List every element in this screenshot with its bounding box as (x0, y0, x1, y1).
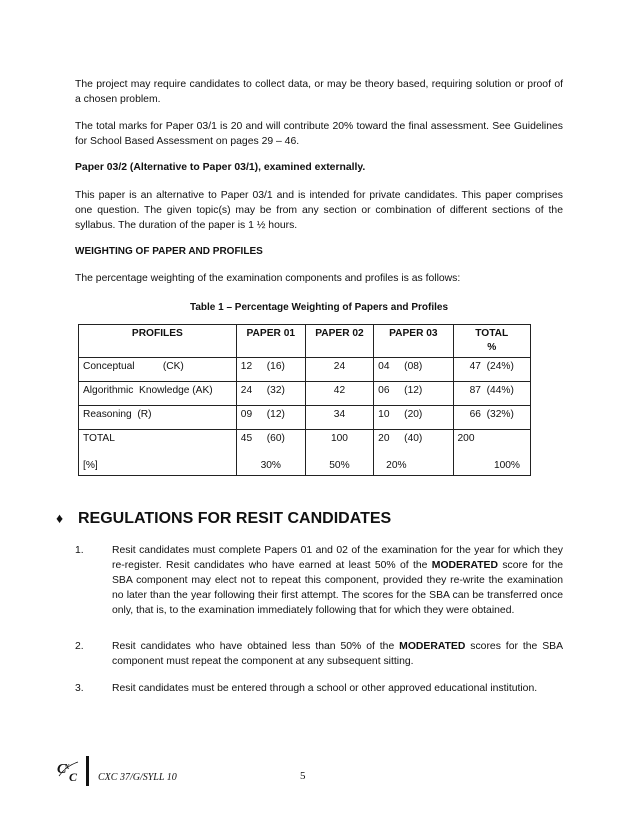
total-paper-01-cell: 45 (60) 30% (236, 430, 305, 476)
list-item-number: 1. (75, 545, 84, 556)
paper-01-cell: 24 (32) (236, 382, 305, 406)
grand-total-cell: 200 100% (453, 430, 531, 476)
section-title: REGULATIONS FOR RESIT CANDIDATES (78, 510, 392, 527)
list-item: Resit candidates must be entered through a school or other approved educational institution. (112, 683, 538, 694)
paper-03-cell: 04 (08) (374, 358, 453, 382)
total-paper-02-cell: 100 50% (305, 430, 373, 476)
profile-cell: Algorithmic Knowledge (AK) (79, 382, 237, 406)
list-item-number: 2. (75, 641, 84, 652)
profile-cell: Conceptual (CK) (79, 358, 237, 382)
paper-01-cell: 12 (16) (236, 358, 305, 382)
header-total (453, 325, 531, 358)
list-item: Resit candidates must complete Papers 01 and 02 of the examination for the year for which they re-register. Resit candidates who have earned at least 50% of the MODERATED score for the SBA component may elect not to repeat this component, provided they re-write the examination no later than the year following their first attempt. The scores for the SBA can be transferred once only, that is, to the examination immediately following that for which they were obtained. (112, 545, 563, 616)
table-row (79, 406, 531, 430)
total-label-cell: TOTAL [%] (79, 430, 237, 476)
diamond-bullet-icon: ♦ (56, 510, 64, 526)
cxc-logo-icon (56, 758, 84, 784)
section-heading (56, 508, 391, 529)
header-paper-01: PAPER 01 (236, 325, 305, 358)
list-item: Resit candidates who have obtained less than 50% of the MODERATED scores for the SBA component must repeat the component at any subsequent sitting. (112, 641, 564, 667)
total-cell: 47 (24%) (453, 358, 531, 382)
table-row (79, 382, 531, 406)
page-number: 5 (300, 770, 306, 782)
weighting-table (78, 324, 531, 476)
paper-03-cell: 10 (20) (374, 406, 453, 430)
total-cell: 66 (32%) (453, 406, 531, 430)
intro-paragraph: The project may require candidates to collect data, or may be theory based, requiring solution or proof of a chosen problem. (75, 79, 563, 105)
table-row (79, 358, 531, 382)
svg-text:x: x (65, 761, 70, 772)
header-paper-02: PAPER 02 (305, 325, 373, 358)
syllabus-code: CXC 37/G/SYLL 10 (98, 772, 177, 783)
footer-divider (86, 756, 89, 786)
table-caption: Table 1 – Percentage Weighting of Papers and Profiles (189, 302, 449, 313)
marks-paragraph: The total marks for Paper 03/1 is 20 and will contribute 20% toward the final assessment. See Guidelines for School Based Assessment on pages 29 – 46. (75, 121, 563, 147)
paper-01-cell: 09 (12) (236, 406, 305, 430)
svg-text:C: C (69, 770, 78, 784)
paper-03-cell: 06 (12) (374, 382, 453, 406)
paper-02-cell: 34 (305, 406, 373, 430)
weighting-heading: WEIGHTING OF PAPER AND PROFILES (75, 246, 263, 257)
header-profiles: PROFILES (79, 325, 237, 358)
total-paper-03-cell: 20 (40) 20% (374, 430, 453, 476)
list-item-number: 3. (75, 683, 84, 694)
header-total-label: TOTAL (475, 328, 509, 339)
profile-cell: Reasoning (R) (79, 406, 237, 430)
paper-02-cell: 24 (305, 358, 373, 382)
total-cell: 87 (44%) (453, 382, 531, 406)
svg-text:C: C (57, 762, 67, 777)
weighting-intro: The percentage weighting of the examination components and profiles is as follows: (75, 273, 461, 284)
paper-03-2-heading: Paper 03/2 (Alternative to Paper 03/1), examined externally. (75, 162, 366, 173)
table-total-row (79, 430, 531, 476)
paper-02-cell: 42 (305, 382, 373, 406)
table-header-row (79, 325, 531, 358)
alternative-paper-paragraph: This paper is an alternative to Paper 03/1 and is intended for private candidates. This paper comprises one question. The given topic(s) may be from any section or combination of different sections of the syllabus. The duration of the paper is 1 ½ hours. (75, 190, 563, 231)
header-paper-03: PAPER 03 (374, 325, 453, 358)
header-total-unit: % (487, 342, 497, 353)
